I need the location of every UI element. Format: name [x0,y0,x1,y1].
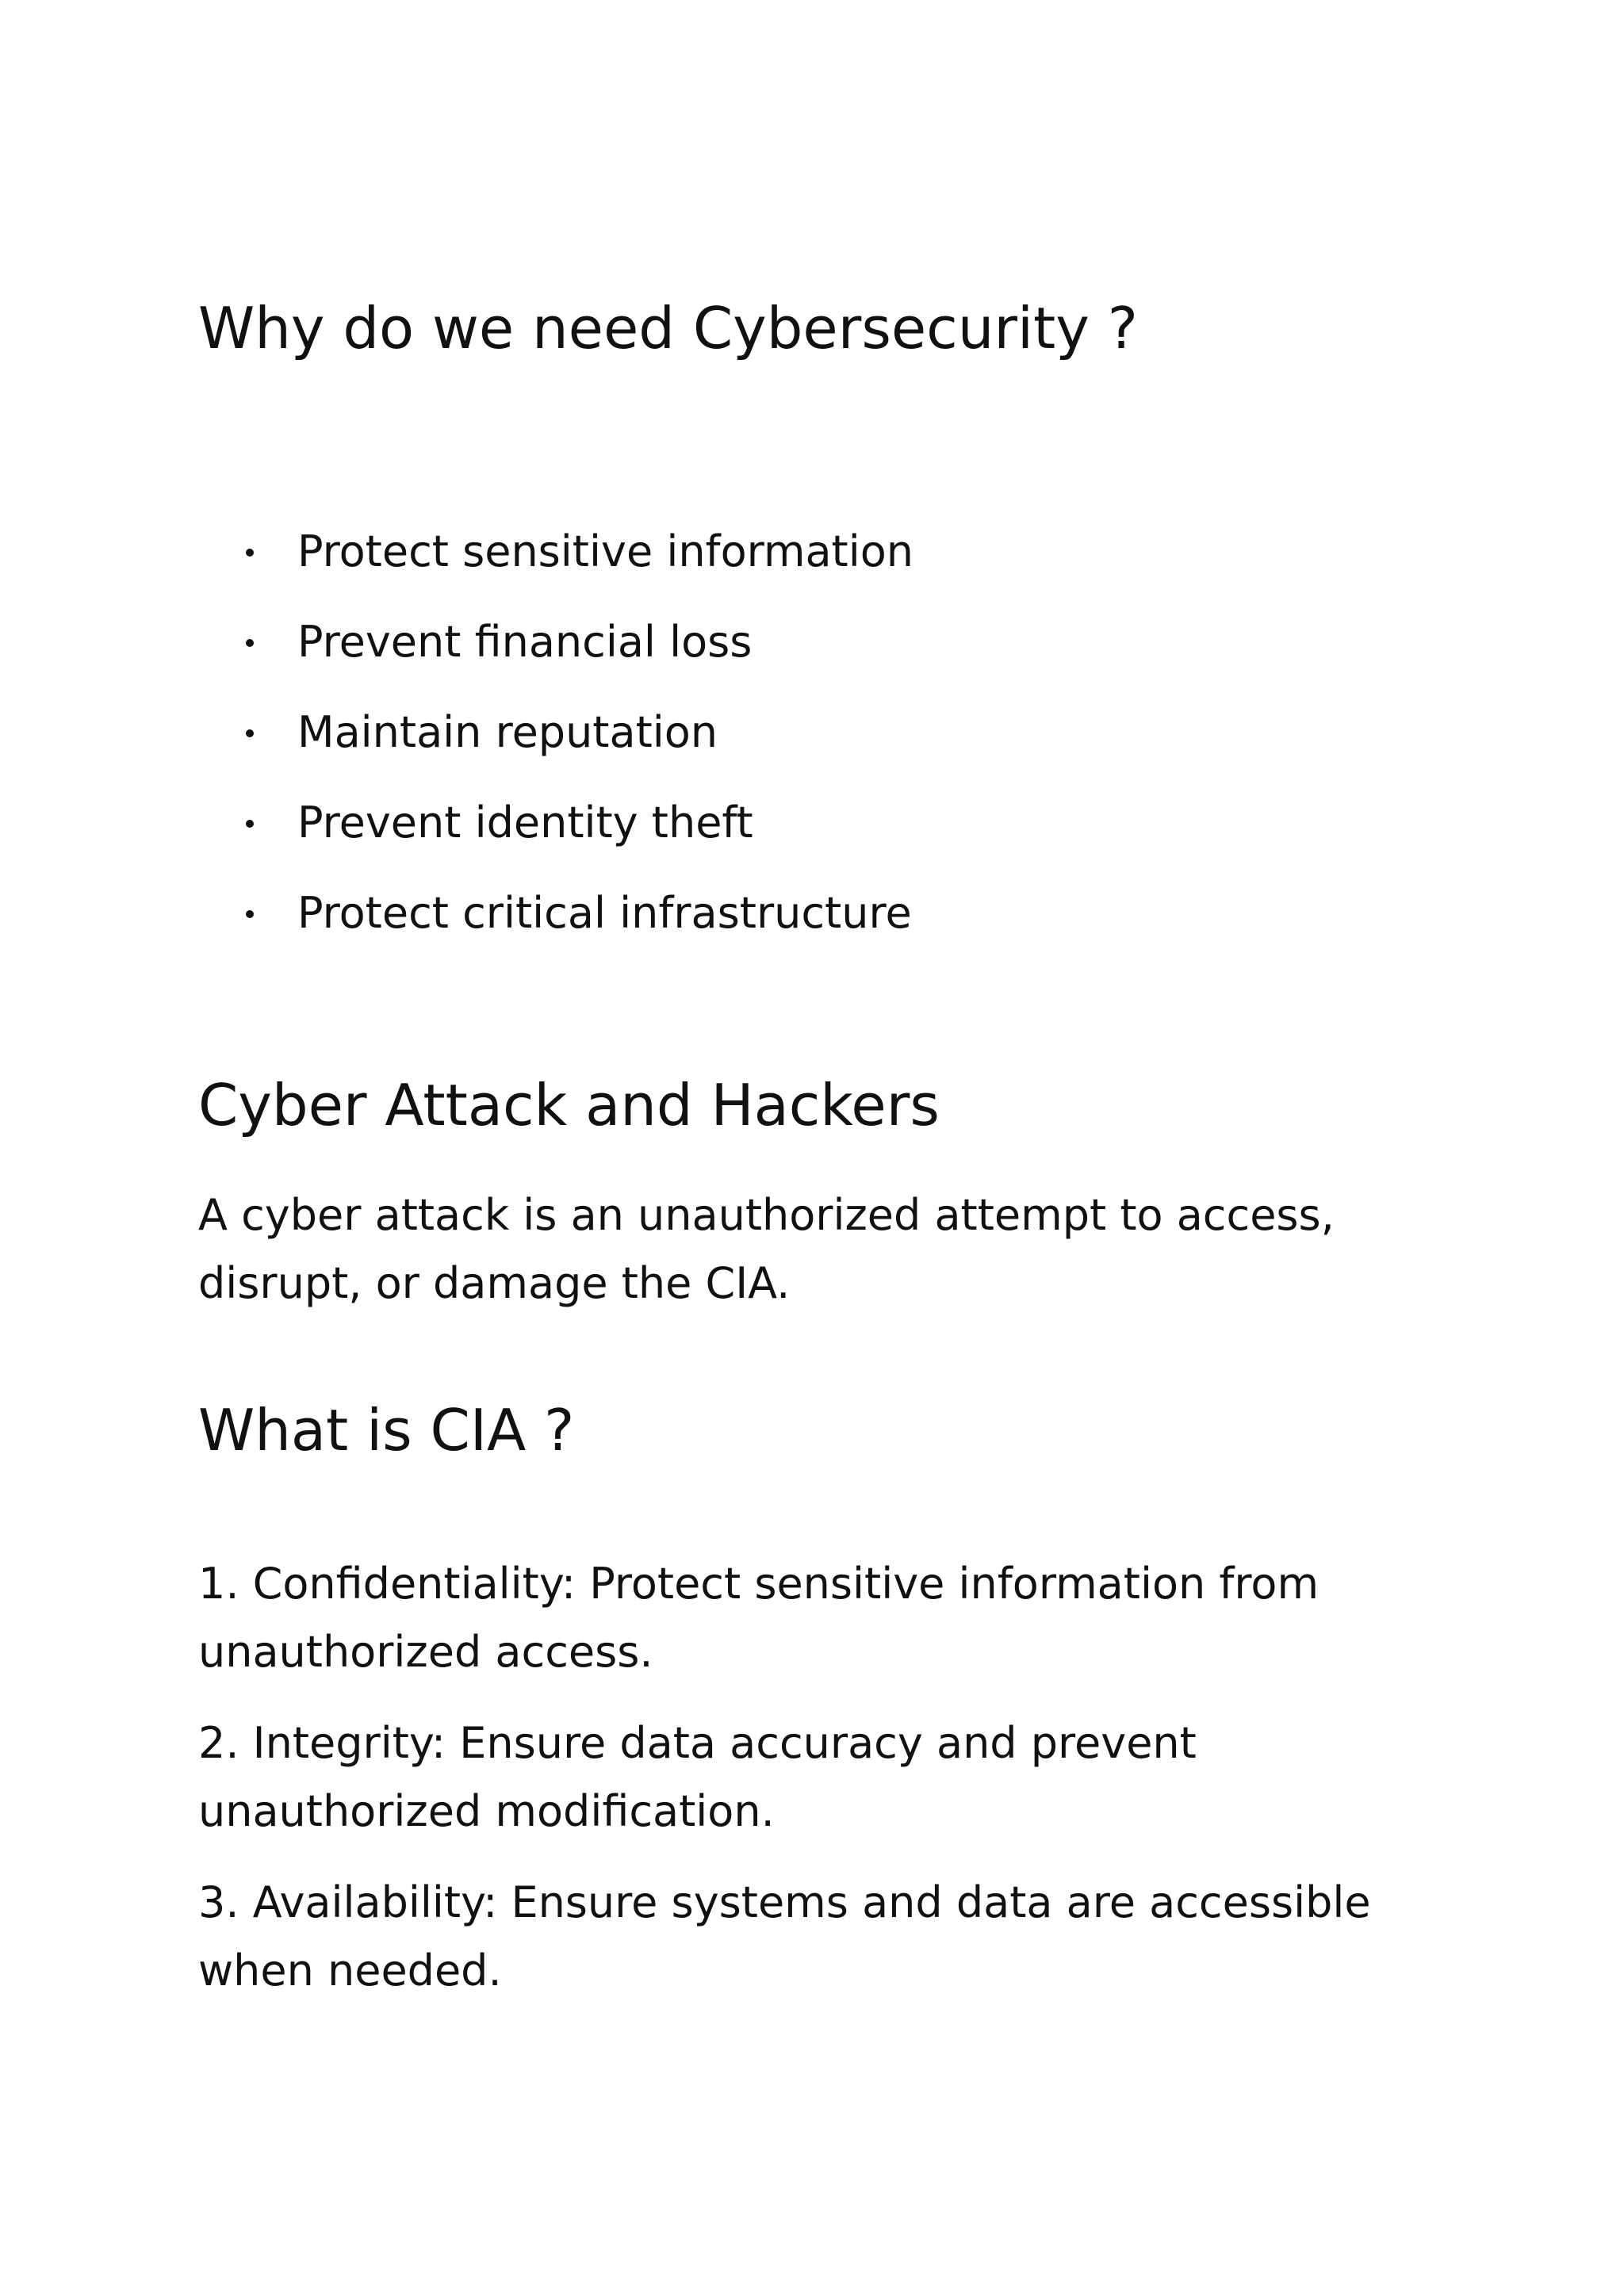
bullet-icon [246,910,254,918]
bullet-icon [246,639,254,647]
bullet-icon [246,549,254,557]
heading-cyber-attack: Cyber Attack and Hackers [198,1072,940,1138]
cia-item-availability: 3. Availability: Ensure systems and data are accessible when needed. [198,1877,1371,1996]
cia-item-integrity: 2. Integrity: Ensure data accuracy and prevent unauthorized modification. [198,1718,1197,1836]
list-item [0,709,1348,756]
bullet-icon [246,820,254,828]
list-item [0,890,1348,937]
bullet-icon [246,729,254,737]
heading-what-is-cia: What is CIA ? [198,1397,575,1464]
heading-why-cybersecurity: Why do we need Cybersecurity ? [198,295,1138,362]
list-item-text: Prevent financial loss [297,617,753,667]
cia-item-confidentiality: 1. Confidentiality: Protect sensitive information from unauthorized access. [198,1559,1320,1677]
list-item [0,618,1348,666]
list-item-text: Prevent identity theft [297,798,753,848]
list-item-text: Maintain reputation [297,707,718,757]
list-item [0,528,1348,576]
list-item [0,799,1348,847]
list-item-text: Protect sensitive information [297,526,914,576]
list-item-text: Protect critical infrastructure [297,888,912,938]
cyber-attack-definition: A cyber attack is an unauthorized attempt to access, disrupt, or damage the CIA. [198,1190,1335,1308]
